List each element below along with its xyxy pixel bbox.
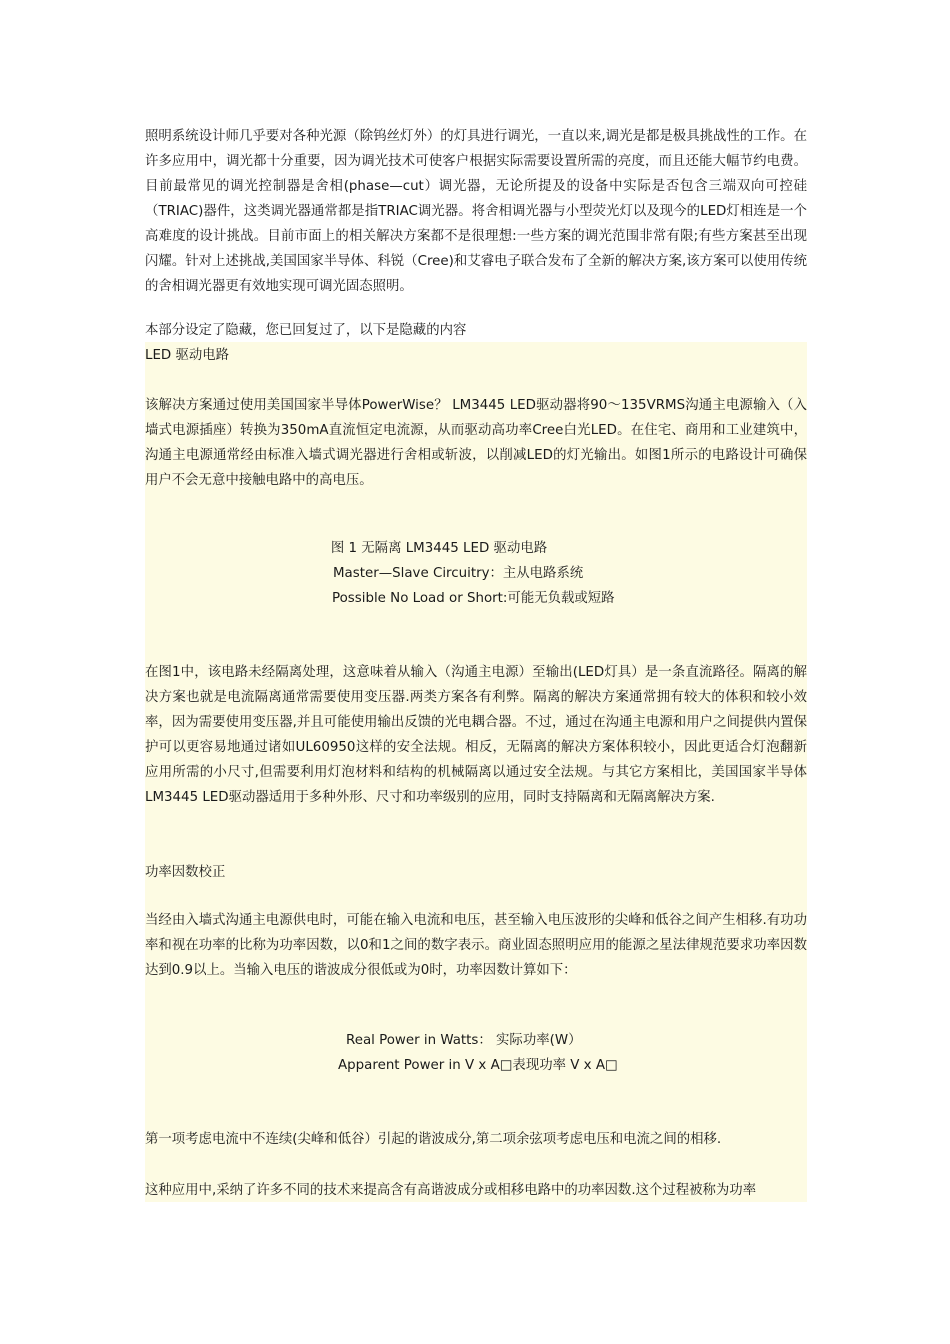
- figure-caption-text: 图 1 无隔离 LM3445 LED 驱动电路: [330, 541, 548, 556]
- hidden-content-notice: 本部分设定了隐藏，您已回复过了，以下是隐藏的内容: [145, 323, 467, 338]
- section-heading-led-driver: LED 驱动电路: [145, 348, 230, 363]
- figure-legend-master-slave: Master—Slave Circuitry：主从电路系统: [333, 566, 584, 581]
- power-factor-paragraph: 当经由入墙式沟通主电源供电时，可能在输入电流和电压，甚至输入电压波形的尖峰和低谷之间产生相移.有功功率和视在功率的比称为功率因数，以0和1之间的数字表示。商业固态照明应用的能源之星法律规范要求功率因数达到0.9以上。当输入电压的谐波成分很低或为0时，功率因数计算如下：: [145, 913, 807, 978]
- intro-paragraph: 照明系统设计师几乎要对各种光源（除钨丝灯外）的灯具进行调光，一直以来,调光是都是极具挑战性的工作。在许多应用中，调光都十分重要，因为调光技术可使客户根据实际需要设置所需的亮度，而且还能大幅节约电费。目前最常见的调光控制器是舍相(phase—cut）调光器，无论所提及的设备中实际是否包含三端双向可控硅（TRIAC)器件，这类调光器通常都是指TRIAC调光器。将舍相调光器与小型荧光灯以及现今的LED灯相连是一个高难度的设计挑战。目前市面上的相关解决方案都不是很理想:一些方案的调光范围非常有限;有些方案甚至出现闪耀。针对上述挑战,美国国家半导体、科锐（Cree)和艾睿电子联合发布了全新的解决方案,该方案可以使用传统的舍相调光器更有效地实现可调光固态照明。: [145, 129, 807, 294]
- formula-apparent-power: Apparent Power in V x A□表现功率 V x A□: [338, 1058, 618, 1073]
- isolation-paragraph: 在图1中，该电路未经隔离处理，这意味着从输入（沟通主电源）至输出(LED灯具）是一条直流路径。隔离的解决方案也就是电流隔离通常需要使用变压器.两类方案各有利弊。隔离的解决方案通常拥有较大的体积和较小效率，因为需要使用变压器,并且可能使用输出反馈的光电耦合器。不过，通过在沟通主电源和用户之间提供内置保护可以更容易地通过诸如UL60950这样的安全法规。相反，无隔离的解决方案体积较小，因此更适合灯泡翻新应用所需的小尺寸,但需要利用灯泡材料和结构的机械隔离以通过安全法规。与其它方案相比，美国国家半导体LM3445 LED驱动器适用于多种外形、尺寸和功率级别的应用，同时支持隔离和无隔离解决方案.: [145, 665, 807, 805]
- formula-real-power: Real Power in Watts： 实际功率(W）: [346, 1033, 582, 1048]
- led-driver-paragraph: 该解决方案通过使用美国国家半导体PowerWise？ LM3445 LED驱动器将90～135VRMS沟通主电源输入（入墙式电源插座）转换为350mA直流恒定电流源，从而驱动高功率Cree白光LED。在住宅、商用和工业建筑中，沟通主电源通常经由标准入墙式调光器进行舍相或斩波，以削减LED的灯光输出。如图1所示的电路设计可确保用户不会无意中接触电路中的高电压。: [145, 398, 807, 488]
- section-heading-power-factor: 功率因数校正: [145, 865, 226, 880]
- figure-caption: [145, 536, 807, 561]
- technique-paragraph: 这种应用中,采纳了许多不同的技术来提高含有高谐波成分或相移电路中的功率因数.这个过程被称为功率: [145, 1183, 757, 1198]
- harmonic-paragraph: 第一项考虑电流中不连续(尖峰和低谷）引起的谐波成分,第二项余弦项考虑电压和电流之间的相移.: [145, 1132, 722, 1147]
- figure-legend-no-load: Possible No Load or Short:可能无负载或短路: [332, 591, 615, 606]
